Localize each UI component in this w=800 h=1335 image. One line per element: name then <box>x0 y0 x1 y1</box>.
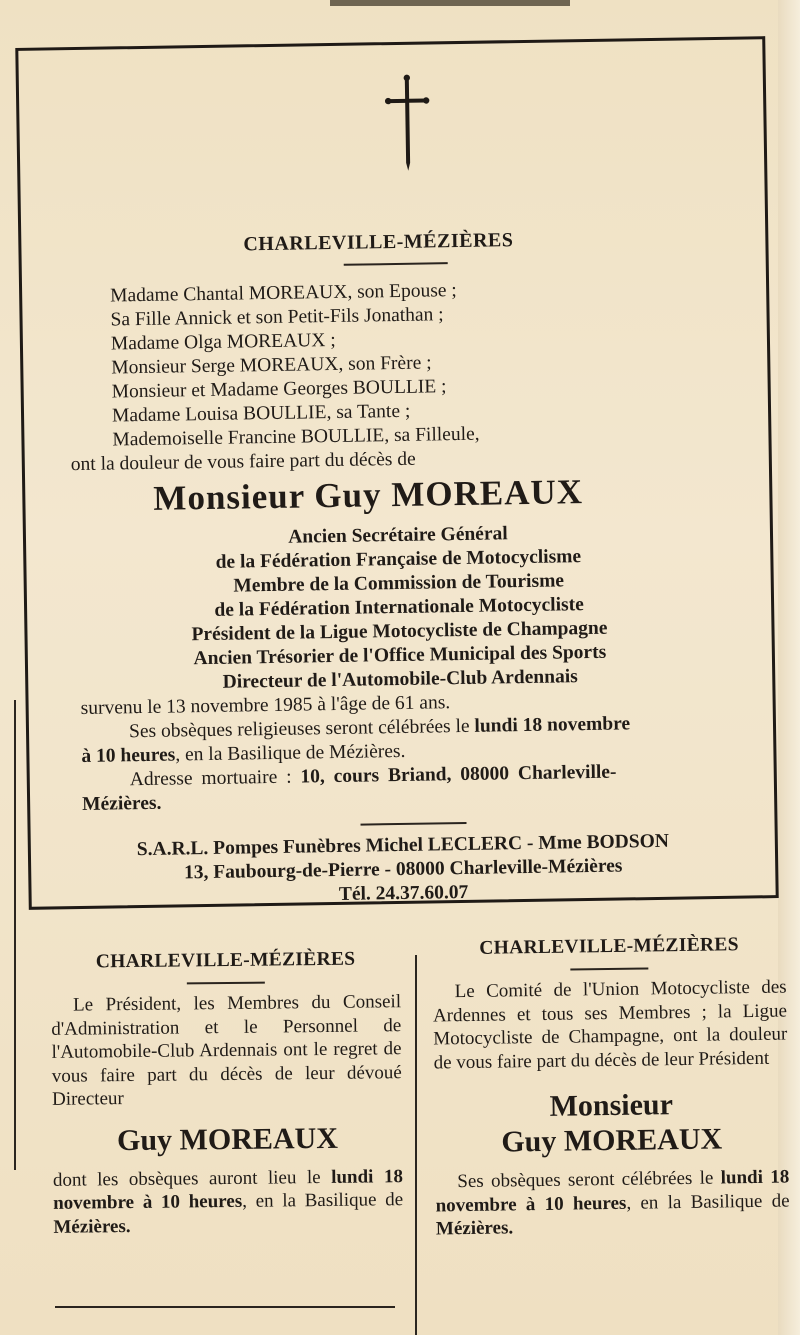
undertaker-address: 13, Faubourg-de-Pierre - 08000 Charleville-Mézières <box>183 855 623 884</box>
cross-icon <box>384 72 432 173</box>
left-notice-text: Le Président, les Membres du Conseil d'Administration et le Personnel de l'Automobile-Club Ardennais ont le regret de vous faire part du décès de leur dévoué Directeur <box>51 991 402 1110</box>
title-line: de la Fédération Internationale Motocycliste <box>214 594 584 621</box>
family-line: Mademoiselle Francine BOULLIE, sa Filleule, <box>112 423 480 451</box>
family-line: Madame Olga MOREAUX ; <box>110 329 336 355</box>
undertaker-rule <box>361 822 467 826</box>
family-line: Sa Fille Annick et son Petit-Fils Jonathan ; <box>110 304 444 331</box>
right-notice-text: Le Comité de l'Union Motocycliste des Ardennes et tous ses Membres ; la Ligue Motocycliste de Champagne, ont la douleur de vous faire part du décès de leur Président <box>432 976 788 1073</box>
right-city-heading: CHARLEVILLE-MÉZIÈRES <box>479 934 739 959</box>
address-value-2: Mézières. <box>82 792 162 815</box>
family-line: Madame Louisa BOULLIE, sa Tante ; <box>111 400 411 427</box>
right-heading-rule <box>570 967 648 970</box>
left-funeral-b: , en la Basilique de <box>242 1189 404 1212</box>
title-line: Membre de la Commission de Tourisme <box>233 570 565 597</box>
notice-automobile-club <box>51 948 404 1239</box>
heading-rule <box>344 262 448 266</box>
title-line: Président de la Ligue Motocycliste de Champagne <box>191 617 608 646</box>
right-funeral-date: lundi 18 novembre à 10 heures <box>435 1166 790 1216</box>
funeral-time: à 10 heures <box>81 744 176 767</box>
family-line: Monsieur et Madame Georges BOULLIE ; <box>111 376 447 403</box>
undertaker-name: S.A.R.L. Pompes Funèbres Michel LECLERC - Mme BODSON <box>136 830 670 861</box>
notice-union-motocycliste <box>432 934 790 1241</box>
left-city-heading: CHARLEVILLE-MÉZIÈRES <box>95 948 356 973</box>
right-funeral-text <box>435 1166 790 1241</box>
funeral-place: , en la Basilique de Mézières. <box>175 740 406 766</box>
announcement-line: ont la douleur de vous faire part du décès de <box>70 448 416 476</box>
left-funeral-a: dont les obsèques auront lieu le <box>52 1166 332 1191</box>
main-death-notice <box>15 36 778 910</box>
left-deceased-name: Guy MOREAUX <box>116 1121 339 1157</box>
family-line: Madame Chantal MOREAUX, son Epouse ; <box>110 280 457 307</box>
title-line: Ancien Trésorier de l'Office Municipal des Sports <box>193 641 607 670</box>
funeral-date: lundi 18 novembre <box>474 713 631 737</box>
left-funeral-place: Mézières. <box>53 1215 131 1238</box>
undertaker-phone: Tél. 24.37.60.07 <box>338 881 469 905</box>
funeral-text: Ses obsèques religieuses seront célébrées le <box>128 715 475 743</box>
title-line: Directeur de l'Automobile-Club Ardennais <box>222 666 578 693</box>
title-line: de la Fédération Française de Motocyclisme <box>215 546 582 573</box>
main-city-heading: CHARLEVILLE-MÉZIÈRES <box>243 229 514 256</box>
left-heading-rule <box>187 982 265 985</box>
right-funeral-a: Ses obsèques seront célébrées le <box>457 1167 721 1193</box>
right-deceased-title: Monsieur <box>549 1088 674 1123</box>
right-funeral-b: , en la Basilique de <box>626 1190 790 1214</box>
address-value: 10, cours Briand, 08000 Charleville- <box>300 761 617 788</box>
title-line: Ancien Secrétaire Général <box>288 523 508 548</box>
death-date-line: survenu le 13 novembre 1985 à l'âge de 61 ans. <box>80 692 451 719</box>
right-deceased-name: Guy MOREAUX <box>501 1122 723 1159</box>
funeral-line-2 <box>81 741 405 768</box>
family-line: Monsieur Serge MOREAUX, son Frère ; <box>111 352 432 379</box>
left-funeral-date: lundi 18 novembre à 10 heures <box>53 1165 404 1214</box>
column-rule-left <box>14 700 16 1170</box>
column-divider <box>415 955 417 1335</box>
right-funeral-place: Mézières. <box>435 1217 514 1240</box>
left-funeral-text <box>53 1165 404 1239</box>
bottom-rule <box>55 1306 395 1308</box>
torn-top-strip <box>330 0 570 6</box>
address-label: Adresse mortuaire : <box>129 766 301 791</box>
deceased-name: Monsieur Guy MOREAUX <box>153 472 584 518</box>
